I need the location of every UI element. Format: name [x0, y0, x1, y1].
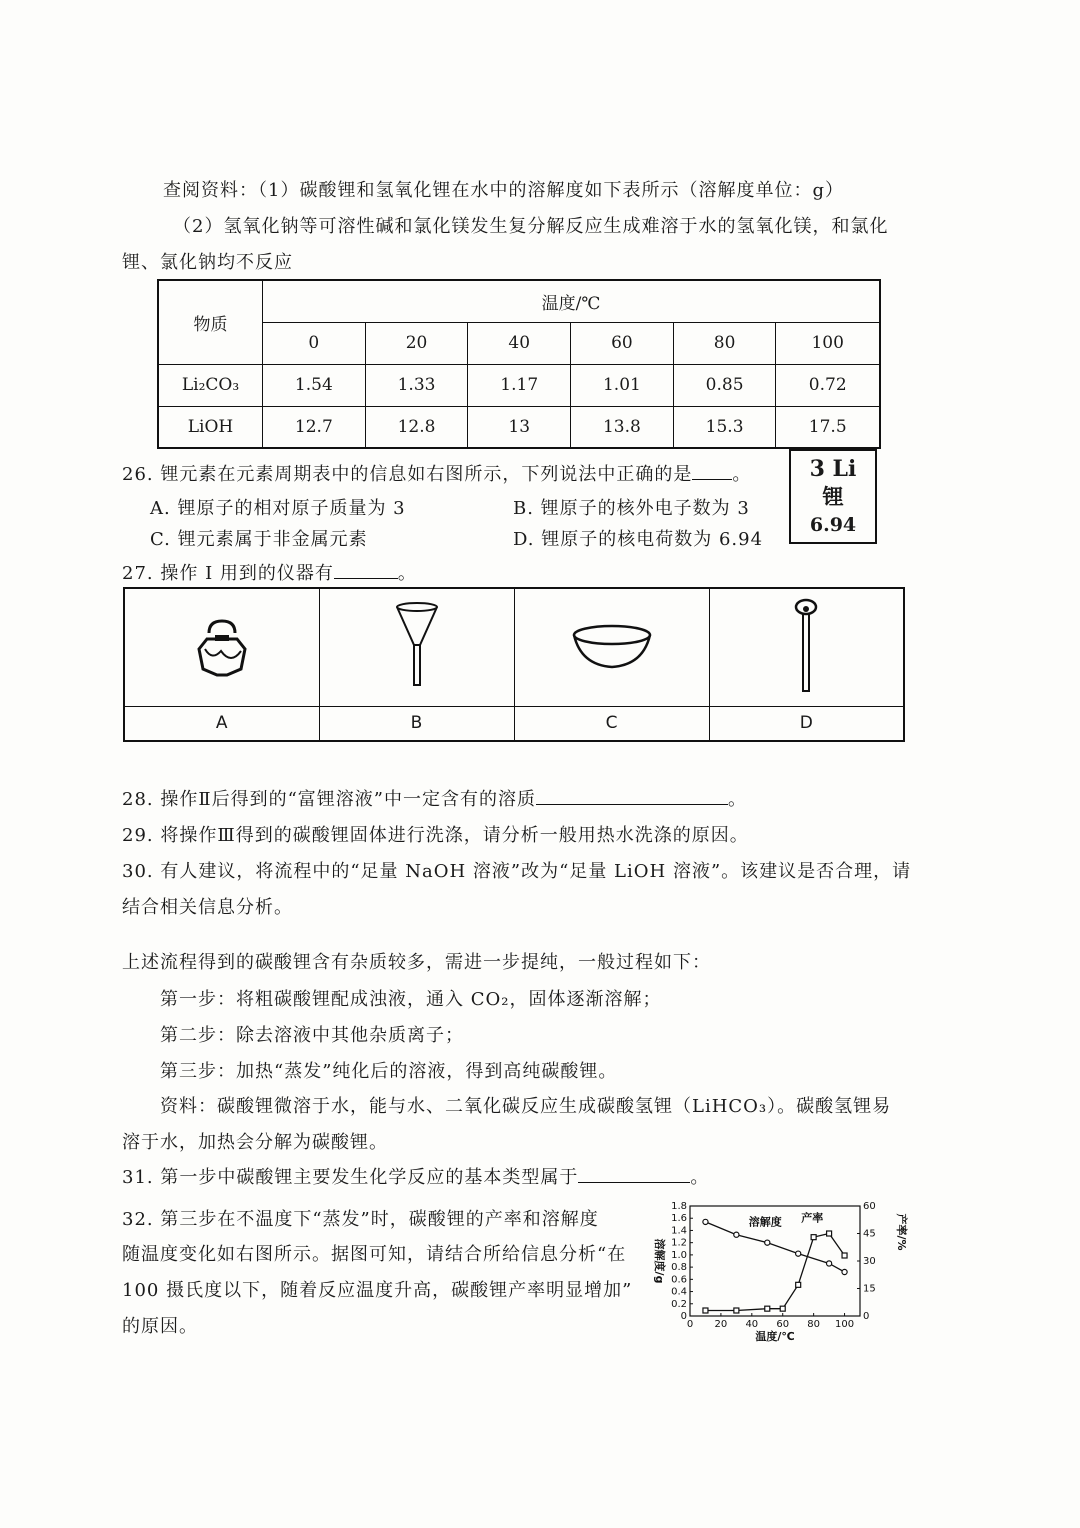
y-left-tick-label: 0.8: [671, 1262, 687, 1274]
substance-name: Li₂CO₃: [158, 364, 263, 406]
apparatus-label-d: D: [709, 706, 904, 741]
q26-end: 。: [732, 464, 752, 485]
q32-line-1: 32. 第三步在不温度下“蒸发”时，碳酸锂的产率和溶解度: [122, 1209, 599, 1230]
x-tick-label: 0: [686, 1319, 694, 1330]
substance-name: LiOH: [158, 406, 263, 448]
purify-step-3: 第三步：加热“蒸发”纯化后的溶液，得到高纯碳酸锂。: [160, 1061, 618, 1082]
q27-stem: [122, 559, 417, 585]
apparatus-b[interactable]: [319, 588, 514, 706]
q30-line-1: 30. 有人建议，将流程中的“足量 NaOH 溶液”改为“足量 LiOH 溶液”。该建议是否合理，请: [122, 861, 912, 882]
y-right-tick-label: 30: [863, 1256, 876, 1267]
table-row: [158, 406, 880, 448]
q28-end: 。: [728, 789, 747, 810]
apparatus-d[interactable]: [709, 588, 904, 706]
solubility-point: [826, 1261, 831, 1266]
y-right-axis-label: 产率/%: [895, 1213, 908, 1251]
y-right-tick-label: 15: [863, 1283, 876, 1295]
purify-info-1: 资料：碳酸锂微溶于水，能与水、二氧化碳反应生成碳酸氢锂（LiHCO₃）。碳酸氢锂易: [160, 1096, 892, 1117]
x-axis-label: 温度/℃: [755, 1330, 795, 1343]
value-cell: 17.5: [776, 406, 880, 448]
x-tick-label: 40: [745, 1319, 759, 1330]
apparatus-label-b: B: [319, 706, 514, 741]
value-cell: 0.85: [673, 364, 776, 406]
y-left-axis-label: 溶解度/g: [653, 1238, 666, 1284]
legend-yield: 产率: [801, 1211, 824, 1225]
q28-text: 28. 操作Ⅱ后得到的“富锂溶液”中一定含有的溶质: [122, 789, 536, 810]
purify-step-1: 第一步：将粗碳酸锂配成浊液，通入 CO₂，固体逐渐溶解；: [160, 989, 662, 1010]
y-left-tick-label: 1.8: [671, 1201, 687, 1212]
yield-point: [734, 1308, 739, 1313]
yield-point: [765, 1306, 770, 1311]
q31-text: 31. 第一步中碳酸锂主要发生化学反应的基本类型属于: [122, 1167, 579, 1188]
y-left-tick-label: 1.4: [671, 1225, 687, 1237]
element-number-symbol: 3 Li: [809, 456, 857, 482]
y-left-tick-label: 0.6: [671, 1274, 687, 1286]
value-cell: 13: [468, 406, 571, 448]
value-cell: 15.3: [673, 406, 776, 448]
electronic-balance-icon: [187, 605, 257, 685]
y-left-tick-label: 0.4: [671, 1286, 687, 1298]
yield-point: [842, 1253, 847, 1258]
q32-line-2: 随温度变化如右图所示。据图可知，请结合所给信息分析“在: [122, 1244, 627, 1265]
element-mass: 6.94: [809, 514, 857, 536]
solubility-point: [796, 1251, 801, 1256]
solubility-point: [703, 1219, 708, 1224]
chart-svg: [640, 1192, 910, 1352]
value-cell: 13.8: [571, 406, 674, 448]
y-right-tick-label: 45: [863, 1228, 876, 1240]
yield-point: [703, 1308, 708, 1313]
evaporating-dish-icon: [567, 615, 657, 675]
apparatus-table: [123, 587, 905, 742]
reference-line-1: 查阅资料：（1）碳酸锂和氢氧化锂在水中的溶解度如下表所示（溶解度单位：g）: [163, 180, 844, 201]
q27-end: 。: [397, 563, 417, 584]
yield-solubility-chart: [640, 1192, 910, 1352]
legend-solubility: 溶解度: [748, 1215, 782, 1229]
value-cell: 1.33: [365, 364, 468, 406]
yield-point: [780, 1306, 785, 1311]
value-cell: 12.7: [263, 406, 366, 448]
temperature-header: 温度/℃: [263, 280, 881, 322]
q26-option-b[interactable]: B. 锂原子的核外电子数为 3: [513, 498, 750, 519]
q28: [122, 785, 747, 811]
value-cell: 0.72: [776, 364, 880, 406]
purify-step-2: 第二步：除去溶液中其他杂质离子；: [160, 1025, 464, 1046]
element-name: 锂: [822, 484, 844, 509]
x-tick-label: 20: [714, 1319, 728, 1330]
q30-line-2: 结合相关信息分析。: [122, 897, 293, 918]
q26-stem-text: 26. 锂元素在元素周期表中的信息如右图所示，下列说法中正确的是: [122, 464, 693, 485]
substance-header: 物质: [158, 280, 263, 364]
purify-intro: 上述流程得到的碳酸锂含有杂质较多，需进一步提纯，一般过程如下：: [122, 952, 711, 973]
q27-answer-blank[interactable]: [334, 560, 398, 579]
yield-point: [827, 1231, 832, 1236]
apparatus-label-c: C: [514, 706, 709, 741]
reference-line-2: （2）氢氧化钠等可溶性碱和氯化镁发生复分解反应生成难溶于水的氢氧化镁，和氯化: [173, 216, 889, 237]
temp-cell: 100: [776, 322, 880, 364]
y-left-tick-label: 1.0: [671, 1249, 687, 1261]
apparatus-label-a: A: [124, 706, 319, 741]
apparatus-a[interactable]: [124, 588, 319, 706]
solubility-table: [157, 279, 881, 449]
yield-point: [796, 1282, 801, 1287]
q26-answer-blank[interactable]: [692, 461, 732, 480]
q31: [122, 1163, 709, 1189]
q26-stem: [122, 460, 751, 486]
solubility-point: [765, 1240, 770, 1245]
y-left-tick-label: 1.6: [671, 1213, 687, 1225]
q32-line-4: 的原因。: [122, 1316, 198, 1337]
apparatus-c[interactable]: [514, 588, 709, 706]
value-cell: 1.54: [263, 364, 366, 406]
temp-cell: 20: [365, 322, 468, 364]
reference-line-3: 锂、氯化钠均不反应: [122, 252, 293, 273]
x-tick-label: 60: [776, 1319, 790, 1330]
q31-end: 。: [690, 1167, 710, 1188]
y-right-tick-label: 0: [863, 1311, 870, 1322]
q26-option-a[interactable]: A. 锂原子的相对原子质量为 3: [150, 498, 406, 519]
q27-stem-text: 27. 操作 I 用到的仪器有: [122, 563, 334, 584]
glass-rod-icon: [786, 595, 826, 695]
funnel-icon: [392, 597, 442, 692]
temp-cell: 80: [673, 322, 776, 364]
x-tick-label: 100: [834, 1319, 855, 1330]
temp-cell: 40: [468, 322, 571, 364]
yield-point: [811, 1235, 816, 1240]
value-cell: 1.17: [468, 364, 571, 406]
value-cell: 1.01: [571, 364, 674, 406]
value-cell: 12.8: [365, 406, 468, 448]
q26-option-c[interactable]: C. 锂元素属于非金属元素: [150, 529, 368, 550]
temp-cell: 0: [263, 322, 366, 364]
table-row: [158, 364, 880, 406]
series-line-solubility: [705, 1222, 844, 1272]
solubility-point: [734, 1232, 739, 1237]
element-card-lithium: [789, 449, 877, 544]
q28-answer-blank[interactable]: [536, 786, 728, 805]
solubility-point: [842, 1269, 847, 1274]
q29: 29. 将操作Ⅲ得到的碳酸锂固体进行洗涤，请分析一般用热水洗涤的原因。: [122, 825, 749, 846]
y-left-tick-label: 0.2: [671, 1298, 687, 1310]
q26-option-d[interactable]: D. 锂原子的核电荷数为 6.94: [513, 529, 764, 550]
q32-line-3: 100 摄氏度以下，随着反应温度升高，碳酸锂产率明显增加”: [122, 1280, 633, 1301]
y-left-tick-label: 1.2: [671, 1237, 687, 1249]
q31-answer-blank[interactable]: [578, 1164, 690, 1183]
temp-cell: 60: [571, 322, 674, 364]
x-tick-label: 80: [807, 1319, 821, 1330]
purify-info-2: 溶于水，加热会分解为碳酸锂。: [122, 1132, 388, 1153]
y-left-tick-label: 0: [680, 1311, 687, 1322]
y-right-tick-label: 60: [863, 1201, 876, 1212]
